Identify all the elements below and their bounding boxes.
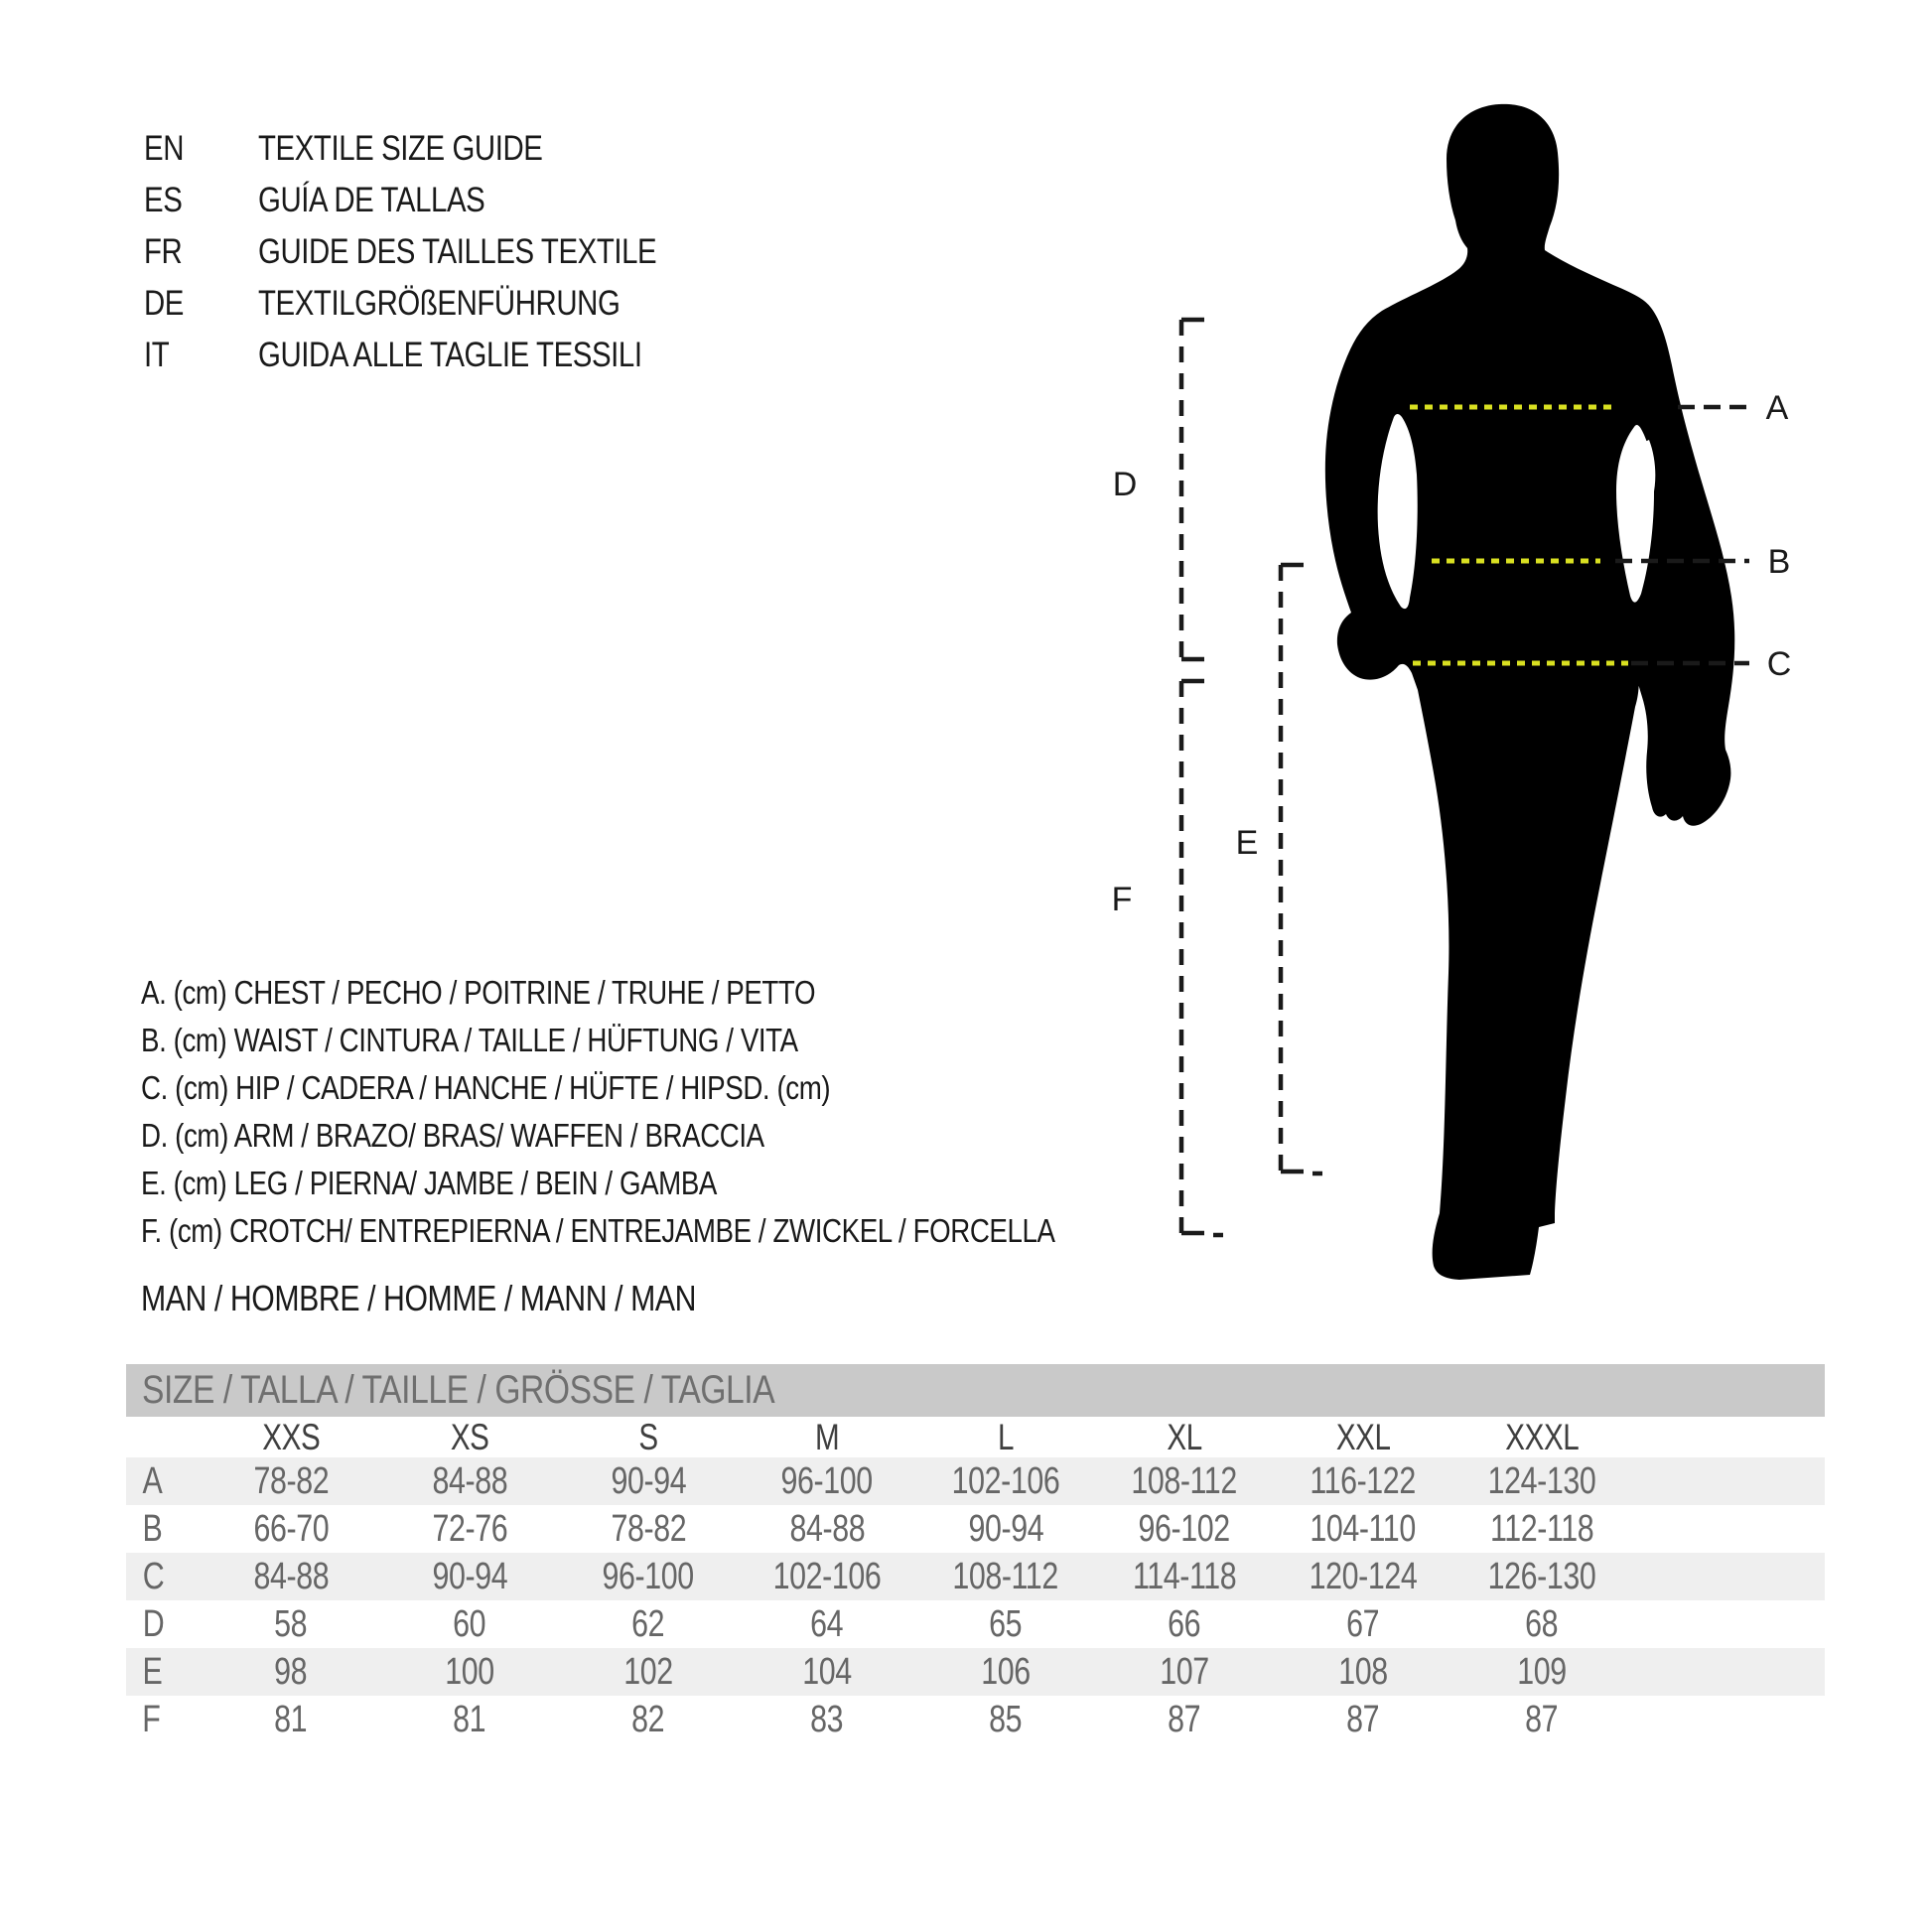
lang-code: IT [144, 336, 170, 374]
table-value: 60 [453, 1602, 486, 1645]
table-value: 66-70 [253, 1507, 329, 1550]
table-value: 108-112 [952, 1555, 1059, 1597]
lang-title: GUIDA ALLE TAGLIE TESSILI [258, 336, 642, 374]
size-col-header: L [997, 1417, 1015, 1457]
table-value: 67 [1346, 1602, 1380, 1645]
row-label: B [142, 1507, 163, 1550]
table-value: 107 [1160, 1650, 1209, 1693]
measure-line-arm-d [1113, 320, 1204, 659]
table-value: 87 [1525, 1698, 1559, 1740]
size-col-header: XL [1167, 1417, 1202, 1457]
label-a: A [1765, 389, 1789, 427]
table-value: 78-82 [611, 1507, 686, 1550]
table-value: 81 [453, 1698, 486, 1740]
size-col-header: XS [450, 1417, 489, 1457]
table-value: 62 [631, 1602, 665, 1645]
table-value: 102 [623, 1650, 673, 1693]
table-value: 66 [1168, 1602, 1201, 1645]
lang-code: EN [144, 129, 185, 168]
size-col-header: XXS [261, 1417, 321, 1457]
row-label: C [142, 1555, 165, 1597]
table-value: 96-102 [1138, 1507, 1231, 1550]
table-value: 108-112 [1131, 1459, 1238, 1502]
size-col-header: S [638, 1417, 658, 1457]
table-value: 84-88 [432, 1459, 507, 1502]
table-value: 126-130 [1487, 1555, 1596, 1597]
label-e: E [1235, 824, 1259, 862]
man-silhouette [1325, 104, 1734, 1280]
measure-line-leg-e [1236, 565, 1322, 1173]
legend-item-leg: E. (cm) LEG / PIERNA/ JAMBE / BEIN / GAMBA [141, 1165, 717, 1201]
table-value: 109 [1517, 1650, 1567, 1693]
size-table-title-bar: SIZE / TALLA / TAILLE / GRÖSSE / TAGLIA [126, 1364, 1825, 1417]
size-col-header: XXXL [1504, 1417, 1580, 1457]
table-value: 81 [274, 1698, 308, 1740]
table-value: 100 [445, 1650, 494, 1693]
gender-heading: MAN / HOMBRE / HOMME / MANN / MAN [141, 1278, 697, 1318]
table-value: 78-82 [253, 1459, 329, 1502]
table-value: 102-106 [951, 1459, 1060, 1502]
legend-item-crotch: F. (cm) CROTCH/ ENTREPIERNA / ENTREJAMBE / ZWICKEL / FORCELLA [141, 1212, 1055, 1249]
table-value: 96-100 [780, 1459, 874, 1502]
lang-code: FR [144, 232, 183, 271]
measure-line-crotch-f [1112, 681, 1223, 1235]
lang-title: TEXTILGRÖßENFÜHRUNG [258, 284, 621, 323]
table-value: 84-88 [789, 1507, 865, 1550]
table-value: 104 [802, 1650, 852, 1693]
table-value: 120-124 [1309, 1555, 1418, 1597]
lang-title: GUÍA DE TALLAS [258, 181, 485, 219]
size-col-header: XXL [1335, 1417, 1391, 1457]
table-value: 116-122 [1310, 1459, 1417, 1502]
table-value: 124-130 [1487, 1459, 1596, 1502]
table-value: 96-100 [602, 1555, 695, 1597]
lang-title: TEXTILE SIZE GUIDE [258, 129, 543, 168]
table-value: 64 [810, 1602, 844, 1645]
row-label: A [142, 1459, 163, 1502]
table-value: 90-94 [611, 1459, 686, 1502]
lang-code: DE [144, 284, 185, 323]
table-value: 65 [989, 1602, 1023, 1645]
lang-title: GUIDE DES TAILLES TEXTILE [258, 232, 657, 271]
size-col-header: M [814, 1417, 840, 1457]
legend-item-chest: A. (cm) CHEST / PECHO / POITRINE / TRUHE / PETTO [141, 974, 816, 1011]
table-value: 84-88 [253, 1555, 329, 1597]
label-d: D [1112, 466, 1138, 503]
row-label: F [142, 1698, 161, 1740]
table-value: 114-118 [1132, 1555, 1237, 1597]
table-value: 98 [274, 1650, 308, 1693]
label-c: C [1766, 645, 1792, 683]
row-label: D [142, 1602, 165, 1645]
table-value: 90-94 [968, 1507, 1043, 1550]
table-value: 87 [1346, 1698, 1380, 1740]
table-value: 58 [274, 1602, 308, 1645]
lang-code: ES [144, 181, 183, 219]
table-value: 83 [810, 1698, 844, 1740]
table-value: 102-106 [772, 1555, 882, 1597]
row-label: E [142, 1650, 163, 1693]
table-value: 72-76 [432, 1507, 507, 1550]
legend-item-waist: B. (cm) WAIST / CINTURA / TAILLE / HÜFTUNG / VITA [141, 1022, 798, 1058]
table-value: 108 [1338, 1650, 1388, 1693]
table-value: 104-110 [1310, 1507, 1417, 1550]
label-f: F [1111, 881, 1133, 918]
table-value: 82 [631, 1698, 665, 1740]
table-value: 85 [989, 1698, 1023, 1740]
table-value: 90-94 [432, 1555, 507, 1597]
table-value: 68 [1525, 1602, 1559, 1645]
legend-item-arm: D. (cm) ARM / BRAZO/ BRAS/ WAFFEN / BRACCIA [141, 1117, 764, 1154]
table-value: 112-118 [1489, 1507, 1594, 1550]
table-value: 87 [1168, 1698, 1201, 1740]
legend-item-hip: C. (cm) HIP / CADERA / HANCHE / HÜFTE / HIPSD. (cm) [141, 1069, 831, 1106]
label-b: B [1767, 543, 1791, 581]
table-value: 106 [981, 1650, 1031, 1693]
